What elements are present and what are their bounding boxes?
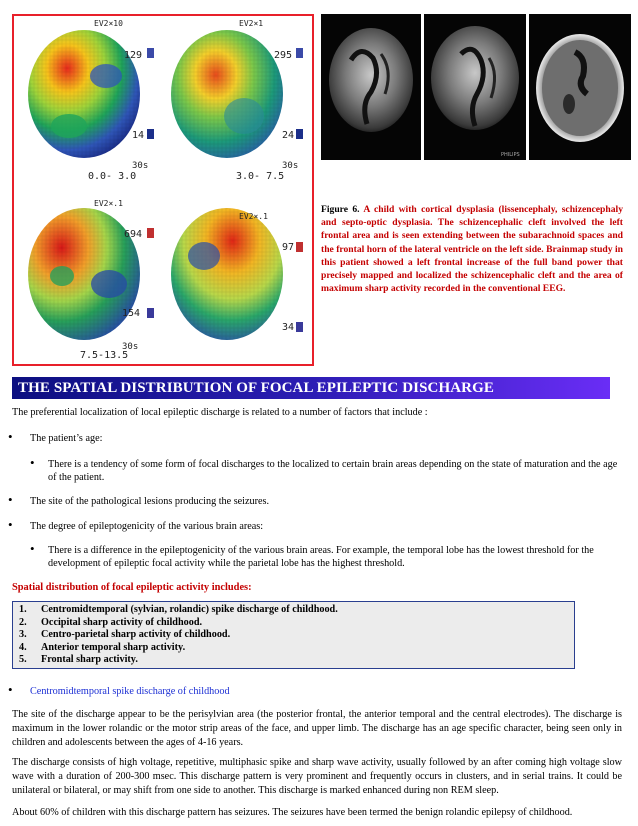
brainmap-4 xyxy=(171,208,303,340)
brainmap-3 xyxy=(28,208,154,340)
brainmap-graphic xyxy=(14,16,312,364)
mri-ct-graphic xyxy=(321,14,631,160)
bullet-icon: • xyxy=(8,429,13,444)
map-3-time: 30s xyxy=(122,342,139,352)
scanner-label: PHILIPS xyxy=(501,152,520,158)
factor-1-detail: There is a tendency of some form of focal discharges to the localized to certain brain areas depending on the state of maturation and the age of the patient. xyxy=(48,459,618,484)
paragraph-3: About 60% of children with this discharge pattern has seizures. The seizures have been termed the benign rolandic epilepsy of childhood. xyxy=(12,807,573,818)
factor-2: The site of the pathological lesions producing the seizures. xyxy=(30,496,270,507)
map-1-range: 0.0- 3.0 xyxy=(88,171,137,182)
figure-caption-text: A child with cortical dysplasia (lissencephaly, schizencephaly and septo-optic dysplasia. The schizencephalic cleft involved the left frontal area and is seen extending between the subarachnoid spaces and the frontal horn of the lateral ventricle on the left side. Brainmap study in this patient showed a left frontal increase of the full band power that precisely mapped and localized the schizencephalic cleft and the area of maximum sharp activity recorded in the conventional EEG. xyxy=(321,204,623,295)
factor-3-detail: There is a difference in the epileptogenicity of the various brain areas. For example, the temporal lobe has the lowest threshold for the development of epileptic focal activity while the parietal lobe has the highest threshold. xyxy=(48,545,594,570)
map-1-top-value: 129 xyxy=(124,50,143,61)
map-2-bottom-value: 24 xyxy=(282,130,295,141)
list-item: 4. Anterior temporal sharp activity. xyxy=(19,641,186,653)
map-3-bottom-value: 154 xyxy=(122,308,141,319)
map-2-top-value: 295 xyxy=(274,50,293,61)
section-title: THE SPATIAL DISTRIBUTION OF FOCAL EPILEPTIC DISCHARGE xyxy=(12,377,610,399)
list-item: 3. Centro-parietal sharp activity of childhood. xyxy=(19,629,231,641)
intro-text: The preferential localization of local epileptic discharge is related to a number of factors that include : xyxy=(12,407,428,418)
list-item: 1. Centromidtemporal (sylvian, rolandic) spike discharge of childhood. xyxy=(19,604,338,615)
figure-caption xyxy=(321,203,623,295)
map-1-bottom-value: 14 xyxy=(132,130,145,141)
map-2-range: 3.0- 7.5 xyxy=(236,171,285,182)
list-item: 5. Frontal sharp activity. xyxy=(19,654,138,666)
map-2-time: 30s xyxy=(282,161,299,171)
factor-1: The patient’s age: xyxy=(30,433,103,444)
bullet-icon: • xyxy=(8,682,13,697)
brainmap-figure xyxy=(12,14,314,366)
list-item: 2. Occipital sharp activity of childhood. xyxy=(19,616,203,628)
map-4-bottom-value: 34 xyxy=(282,322,295,333)
map-1-header: EV2×10 xyxy=(94,19,123,28)
map-3-header: EV2×.1 xyxy=(94,199,123,208)
map-3-top-value: 694 xyxy=(124,229,143,240)
map-4-header: EV2×.1 xyxy=(239,212,268,221)
subheading: Centromidtemporal spike discharge of childhood xyxy=(30,686,230,697)
map-2-header: EV2×1 xyxy=(239,19,264,28)
map-1-time: 30s xyxy=(132,161,149,171)
bullet-icon: • xyxy=(30,541,35,556)
bullet-icon: • xyxy=(30,455,35,470)
mri-ct-images xyxy=(321,14,631,160)
paragraph-2: The discharge consists of high voltage, repetitive, multiphasic spike and sharp wave activity, usually followed by an after coming high voltage slow wave with a duration of 200-300 msec. This discharge pattern is very prominent and frequently occurs in clusters, and in serial trains. It could be unilateral or bilateral, or may shift from one side to another. This discharge is marked enhanced during non REM sleep. xyxy=(12,757,622,796)
paragraph-1: The site of the discharge appear to be the perisylvian area (the posterior frontal, the anterior temporal and the central electrodes). The discharge is maximum in the lower rolandic or the motor strip areas of the face, and upper limb. The discharge has an age specific character, being seen only in children and adolescents between the ages of 4-16 years. xyxy=(12,709,622,748)
bullet-icon: • xyxy=(8,492,13,507)
spatial-list-box xyxy=(12,601,575,669)
map-3-range: 7.5-13.5 xyxy=(80,350,129,361)
map-4-top-value: 97 xyxy=(282,242,295,253)
figure-label: Figure 6. xyxy=(321,204,360,215)
bullet-icon: • xyxy=(8,517,13,532)
spatial-list xyxy=(19,604,574,667)
factor-3: The degree of epileptogenicity of the various brain areas: xyxy=(30,521,264,532)
spatial-heading: Spatial distribution of focal epileptic activity includes: xyxy=(12,582,252,593)
